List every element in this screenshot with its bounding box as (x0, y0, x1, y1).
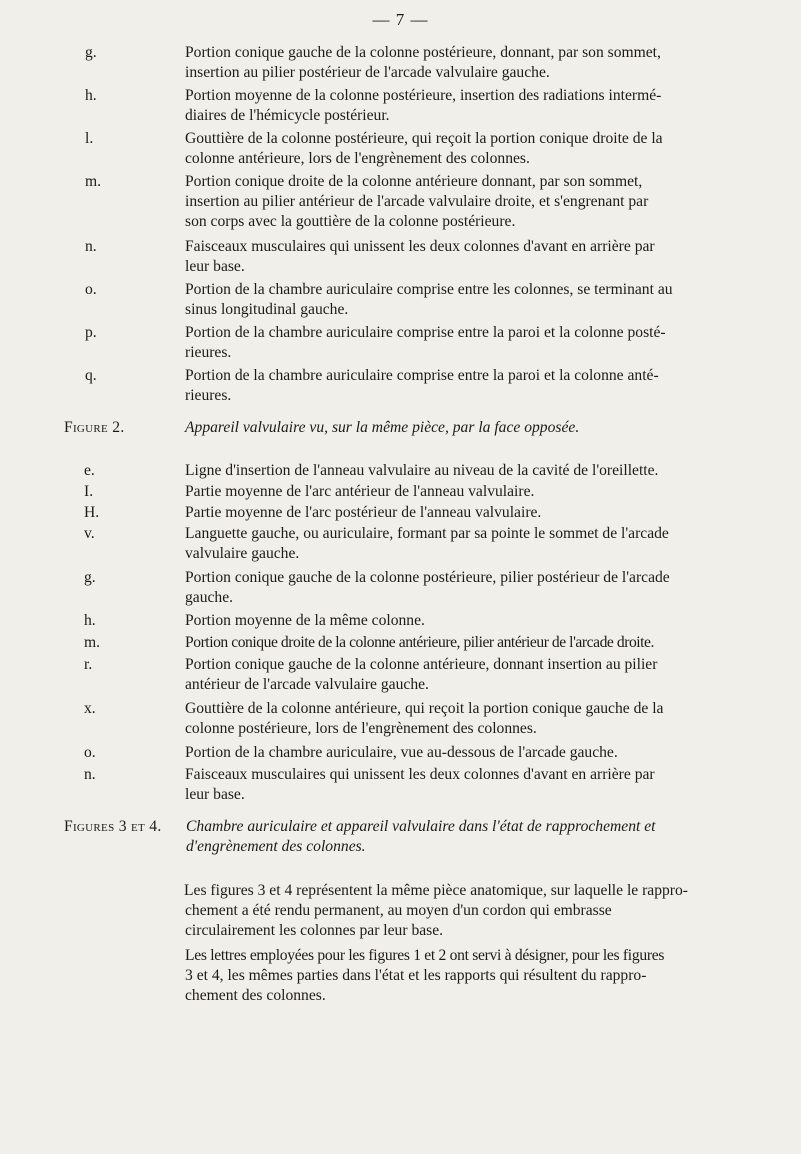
legend-line: Portion conique gauche de la colonne postérieure, donnant, par son sommet, (185, 44, 661, 61)
legend-line: antérieur de l'arcade valvulaire gauche. (185, 676, 429, 693)
figure-2-caption: Appareil valvulaire vu, sur la même pièce, par la face opposée. (185, 419, 580, 436)
legend-line: Ligne d'insertion de l'anneau valvulaire au niveau de la cavité de l'oreillette. (185, 462, 659, 479)
figures-3-4-heading (64, 817, 754, 857)
legend-line: colonne postérieure, lors de l'engrènement des colonnes. (185, 720, 537, 737)
legend-letter: x. (84, 700, 96, 717)
legend-line: valvulaire gauche. (185, 545, 300, 562)
legend-letter: o. (84, 744, 96, 761)
legend-line: Gouttière de la colonne postérieure, qui reçoit la portion conique droite de la (185, 130, 663, 147)
figures-3-4-caption-line: Chambre auriculaire et appareil valvulaire dans l'état de rapprochement et (186, 818, 656, 835)
legend-letter: g. (85, 44, 97, 61)
legend-line: colonne antérieure, lors de l'engrènement des colonnes. (185, 150, 530, 167)
legend-letter: h. (84, 612, 96, 629)
figures-3-4-label: Figures 3 et 4. (64, 818, 162, 835)
legend-line: insertion au pilier postérieur de l'arcade valvulaire gauche. (185, 64, 550, 81)
paragraph (185, 881, 745, 941)
figures-3-4-caption-line: d'engrènement des colonnes. (186, 838, 366, 855)
legend-line: Languette gauche, ou auriculaire, formant par sa pointe le sommet de l'arcade (185, 525, 669, 542)
legend-line: leur base. (185, 258, 245, 275)
legend-letter: m. (85, 173, 102, 190)
figure-2-label: Figure 2. (64, 419, 125, 436)
paragraph-line: Les lettres employées pour les figures 1 et 2 ont servi à désigner, pour les figures (185, 947, 665, 964)
legend-line: Portion moyenne de la colonne postérieure, insertion des radiations intermé- (185, 87, 662, 104)
legend-letter: p. (85, 324, 97, 341)
legend-letter: o. (85, 281, 97, 298)
legend-line: Portion moyenne de la même colonne. (185, 612, 425, 629)
legend-letter: n. (84, 766, 96, 783)
legend-letter: v. (84, 525, 95, 542)
legend-line: Faisceaux musculaires qui unissent les deux colonnes d'avant en arrière par (185, 238, 655, 255)
legend-letter: m. (84, 634, 101, 651)
legend-letter: I. (84, 483, 94, 500)
legend-line: Portion conique droite de la colonne antérieure, pilier antérieur de l'arcade droite. (185, 634, 654, 651)
legend-line: Portion de la chambre auriculaire, vue au-dessous de l'arcade gauche. (185, 744, 618, 761)
paragraph-line: chement a été rendu permanent, au moyen d'un cordon qui embrasse (185, 902, 612, 919)
legend-letter: q. (85, 367, 97, 384)
paragraph-line: 3 et 4, les mêmes parties dans l'état et les rapports qui résultent du rappro- (185, 967, 647, 984)
legend-line: rieures. (185, 387, 232, 404)
legend-line: Partie moyenne de l'arc postérieur de l'anneau valvulaire. (185, 504, 542, 521)
legend-line: Portion de la chambre auriculaire comprise entre les colonnes, se terminant au (185, 281, 673, 298)
legend-line: son corps avec la gouttière de la colonne postérieure. (185, 213, 516, 230)
legend-line: leur base. (185, 786, 245, 803)
paragraph-line: circulairement les colonnes par leur base. (185, 922, 444, 939)
legend-line: Portion de la chambre auriculaire comprise entre la paroi et la colonne posté- (185, 324, 666, 341)
legend-line: Portion conique gauche de la colonne antérieure, donnant insertion au pilier (185, 656, 658, 673)
legend-letter: g. (84, 569, 96, 586)
legend-letter: r. (84, 656, 93, 673)
figure-2-heading (64, 418, 744, 438)
paragraph-line: chement des colonnes. (185, 987, 326, 1004)
legend-line: sinus longitudinal gauche. (185, 301, 349, 318)
legend-line: Faisceaux musculaires qui unissent les deux colonnes d'avant en arrière par (185, 766, 655, 783)
legend-line: rieures. (185, 344, 232, 361)
paragraph (185, 946, 750, 1006)
legend-letter: H. (84, 504, 100, 521)
legend-letter: n. (85, 238, 97, 255)
legend-letter: h. (85, 87, 97, 104)
legend-line: Gouttière de la colonne antérieure, qui reçoit la portion conique gauche de la (185, 700, 664, 717)
legend-line: Portion conique gauche de la colonne postérieure, pilier postérieur de l'arcade (185, 569, 670, 586)
legend-line: diaires de l'hémicycle postérieur. (185, 107, 390, 124)
legend-line: gauche. (185, 589, 234, 606)
legend-line: Portion conique droite de la colonne antérieure donnant, par son sommet, (185, 173, 643, 190)
legend-line: Partie moyenne de l'arc antérieur de l'anneau valvulaire. (185, 483, 535, 500)
page-number: — 7 — (372, 10, 429, 29)
legend-letter: e. (84, 462, 95, 479)
legend-letter: l. (85, 130, 94, 147)
legend-line: Portion de la chambre auriculaire comprise entre la paroi et la colonne anté- (185, 367, 659, 384)
paragraph-line: Les figures 3 et 4 représentent la même pièce anatomique, sur laquelle le rappro- (184, 882, 688, 899)
legend-line: insertion au pilier antérieur de l'arcade valvulaire droite, et s'engrenant par (185, 193, 649, 210)
